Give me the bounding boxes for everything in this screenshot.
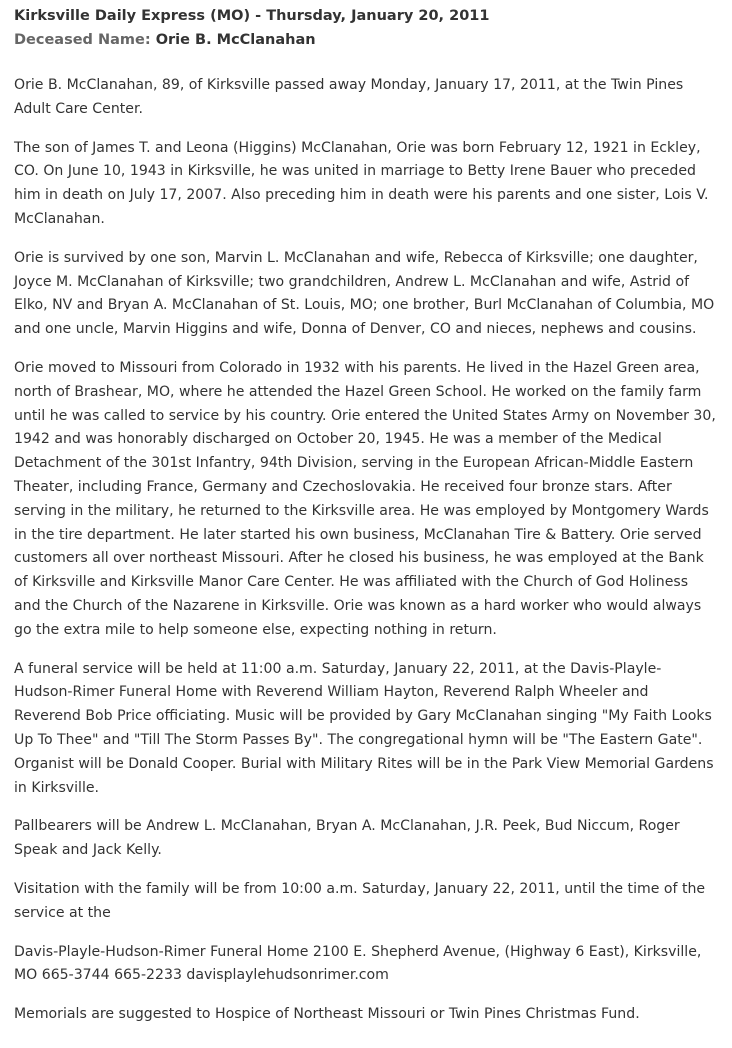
source-line: Kirksville Daily Express (MO) - Thursday, January 20, 2011 bbox=[14, 8, 490, 24]
paragraph-survivors: Orie is survived by one son, Marvin L. McClanahan and wife, Rebecca of Kirksville; one daughter, Joyce M. McClanahan of Kirksville; two grandchildren, Andrew L. McClanahan and wife, Astrid of Elko, NV and Bryan A. McClanahan of St. Louis, MO; one brother, Burl McClanahan of Columbia, MO and one uncle, Marvin Higgins and wife, Donna of Denver, CO and nieces, nephews and cousins. bbox=[14, 249, 715, 338]
paragraph-visitation: Visitation with the family will be from 10:00 a.m. Saturday, January 22, 2011, until the time of the service at the bbox=[14, 880, 706, 921]
paragraph-family-history: The son of James T. and Leona (Higgins) McClanahan, Orie was born February 12, 1921 in Eckley, CO. On June 10, 1943 in Kirksville, he was united in marriage to Betty Irene Bauer who preceded him in death on July 17, 2007. Also preceding him in death were his parents and one sister, Lois V. McClanahan. bbox=[14, 139, 709, 227]
paragraph-funeral-home: Davis-Playle-Hudson-Rimer Funeral Home 2100 E. Shepherd Avenue, (Highway 6 East), Kirksville, MO 665-3744 665-2233 davisplaylehudsonrimer.com bbox=[14, 943, 702, 984]
paragraph-life-story: Orie moved to Missouri from Colorado in 1932 with his parents. He lived in the Hazel Green area, north of Brashear, MO, where he attended the Hazel Green School. He worked on the family farm until he was called to service by his country. Orie entered the United States Army on November 30, 1942 and was honorably discharged on October 20, 1945. He was a member of the Medical Detachment of the 301st Infantry, 94th Division, serving in the European African-Middle Eastern Theater, including France, Germany and Czechoslovakia. He received four bronze stars. After serving in the military, he returned to the Kirksville area. He was employed by Montgomery Wards in the tire department. He later started his own business, McClanahan Tire & Battery. Orie served customers all over northeast Missouri. After he closed his business, he was employed at the Bank of Kirksville and Kirksville Manor Care Center. He was affiliated with the Church of God Holiness and the Church of the Nazarene in Kirksville. Orie was known as a hard worker who would always go the extra mile to help someone else, expecting nothing in return. bbox=[14, 359, 716, 638]
paragraph-intro: Orie B. McClanahan, 89, of Kirksville passed away Monday, January 17, 2011, at the Twin Pines Adult Care Center. bbox=[14, 77, 684, 117]
obituary-body bbox=[14, 74, 718, 1027]
deceased-name: Orie B. McClanahan bbox=[155, 32, 316, 48]
paragraph-funeral-service: A funeral service will be held at 11:00 a.m. Saturday, January 22, 2011, at the Davis-Playle-Hudson-Rimer Funeral Home with Reverend William Hayton, Reverend Ralph Wheeler and Reverend Bob Price officiating. Music will be provided by Gary McClanahan singing "My Faith Looks Up To Thee" and "Till The Storm Passes By". The congregational hymn will be "The Eastern Gate". Organist will be Donald Cooper. Burial with Military Rites will be in the Park View Memorial Gardens in Kirksville. bbox=[14, 660, 714, 796]
deceased-label: Deceased Name: bbox=[14, 32, 151, 48]
deceased-line bbox=[14, 28, 718, 52]
paragraph-memorials: Memorials are suggested to Hospice of Northeast Missouri or Twin Pines Christmas Fund. bbox=[14, 1006, 640, 1023]
paragraph-pallbearers: Pallbearers will be Andrew L. McClanahan, Bryan A. McClanahan, J.R. Peek, Bud Niccum, Roger Speak and Jack Kelly. bbox=[14, 818, 680, 859]
